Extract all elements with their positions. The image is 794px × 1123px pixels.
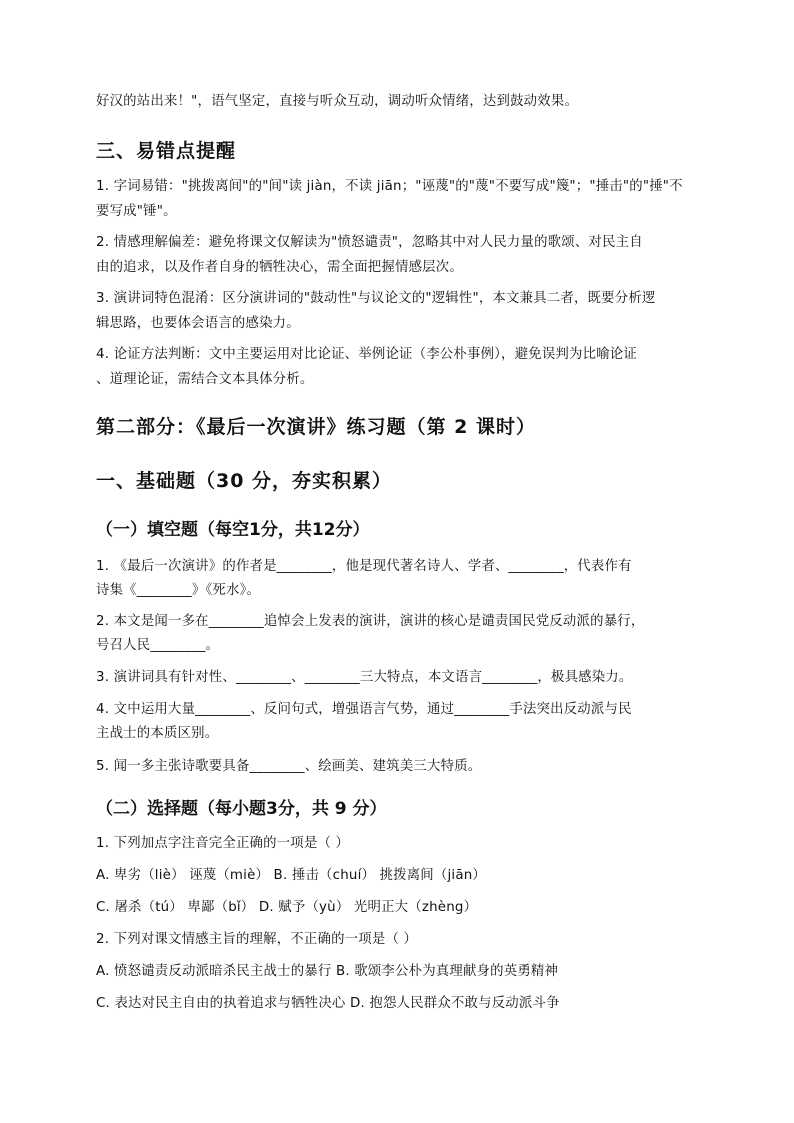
error-item-2-line1: 2. 情感理解偏差：避免将课文仅解读为"愤怒谴责"，忽略其中对人民力量的歌颂、对民主自 (96, 235, 643, 250)
choice-q2-stem: 2. 下列对课文情感主旨的理解，不正确的一项是（ ） (96, 932, 418, 947)
part-two-title: 第二部分：《最后一次演讲》练习题（第 2 课时） (96, 416, 536, 438)
choice-q1-options-cd: C. 屠杀（tú） 卑鄙（bǐ） D. 赋予（yù） 光明正大（zhèng） (96, 900, 478, 915)
error-item-2-line2: 由的追求，以及作者自身的牺牲决心，需全面把握情感层次。 (96, 260, 463, 275)
fill-q2-line1: 2. 本文是闻一多在________追悼会上发表的演讲，演讲的核心是谴责国民党反动派的暴行， (96, 614, 645, 629)
fill-q3: 3. 演讲词具有针对性、________、________三大特点，本文语言________，极具感染力。 (96, 670, 633, 685)
error-item-3-line1: 3. 演讲词特色混淆：区分演讲词的"鼓动性"与议论文的"逻辑性"，本文兼具二者，既要分析逻 (96, 291, 656, 306)
fill-blank-heading: （一）填空题（每空1分，共12分） (96, 520, 370, 540)
fill-q4-line1: 4. 文中运用大量________、反问句式，增强语言气势，通过________手法突出反动派与民 (96, 702, 632, 717)
fill-q4-line2: 主战士的本质区别。 (96, 726, 219, 741)
error-item-1-line2: 要写成"锤"。 (96, 204, 177, 219)
basics-heading: 一、基础题（30 分，夯实积累） (96, 470, 393, 492)
fill-q1-line1: 1. 《最后一次演讲》的作者是________，他是现代著名诗人、学者、________，代表作有 (96, 559, 632, 574)
error-item-4-line2: 、道理论证，需结合文本具体分析。 (96, 372, 314, 387)
intro-text: 好汉的站出来！"，语气坚定，直接与听众互动，调动听众情绪，达到鼓动效果。 (96, 94, 579, 109)
choice-heading: （二）选择题（每小题3分，共 9 分） (96, 799, 387, 819)
choice-q1-stem: 1. 下列加点字注音完全正确的一项是（ ） (96, 836, 350, 851)
fill-q2-line2: 号召人民________。 (96, 638, 220, 653)
choice-q1-options-ab: A. 卑劣（liè） 诬蔑（miè） B. 捶击（chuí） 挑拨离间（jiān） (96, 868, 487, 883)
error-item-1-line1: 1. 字词易错："挑拨离间"的"间"读 jiàn，不读 jiān；"诬蔑"的"蔑"不要写成"篾"；"捶击"的"捶"不 (96, 179, 683, 194)
section-heading-errors: 三、易错点提醒 (96, 140, 237, 162)
choice-q2-options-ab: A. 愤怒谴责反动派暗杀民主战士的暴行 B. 歌颂李公朴为真理献身的英勇精神 (96, 964, 559, 979)
choice-q2-options-cd: C. 表达对民主自由的执着追求与牺牲决心 D. 抱怨人民群众不敢与反动派斗争 (96, 996, 560, 1011)
error-item-3-line2: 辑思路，也要体会语言的感染力。 (96, 316, 300, 331)
fill-q1-line2: 诗集《________》《死水》。 (96, 583, 261, 598)
error-item-4-line1: 4. 论证方法判断：文中主要运用对比论证、举例论证（李公朴事例），避免误判为比喻论证 (96, 347, 637, 362)
fill-q5: 5. 闻一多主张诗歌要具备________、绘画美、建筑美三大特质。 (96, 759, 482, 774)
